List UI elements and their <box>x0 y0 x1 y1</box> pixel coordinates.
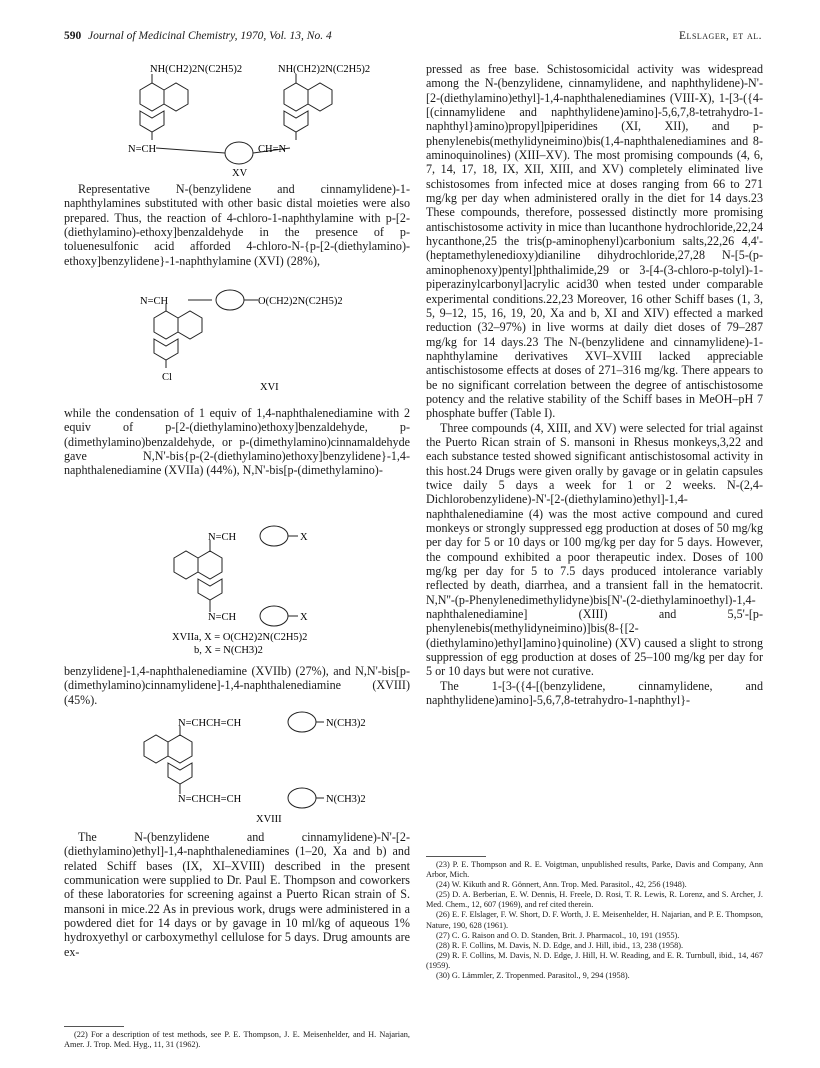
xvii-top-link: N=CH <box>208 532 237 543</box>
footnote-27: (27) C. G. Raison and O. D. Standen, Brit. J. Pharmacol., 10, 191 (1955). <box>436 930 680 940</box>
left-text-p2: while the condensation of 1 equiv of 1,4-naphthalenediamine with 2 equiv of p-[2-(diethylamino)ethoxy]benzaldehyde, p-(dimethylamino)benzaldehyde, or p-(dimethylamino)cinnamaldehyde gave N,N'-bis{p-(2-(diethylamino)ethoxy]benzylidene}-1,4-naphthalenediamine (XVIIa) (44%), N,N'-bis[p-(dimethylamino)- <box>64 406 410 478</box>
footnote-22: (22) For a description of test methods, see P. E. Thompson, J. E. Meisenhelder, and H. Najarian, Amer. J. Trop. Med. Hyg., 11, 31 (1962). <box>64 1030 410 1050</box>
xvii-label-b: b, X = N(CH3)2 <box>194 645 263 656</box>
xvi-tail: O(CH2)2N(C2H5)2 <box>258 296 343 307</box>
xviii-top-chain: N=CHCH=CH <box>178 718 242 729</box>
right-footnote-rule <box>426 856 486 857</box>
page-number: 590 <box>64 30 82 42</box>
right-text-p3: The 1-[3-({4-[(benzylidene, cinnamylidene, and naphthylidene)amino]-5,6,7,8-tetrahydro-1-naphthyl}- <box>426 678 763 708</box>
xvii-x-bottom: X <box>300 612 308 623</box>
right-column-text <box>426 62 763 707</box>
left-text-p3: benzylidene]-1,4-naphthalenediamine (XVIIb) (27%), and N,N'-bis[p-(dimethylamino)cinnamylidene]-1,4-naphthalenediamine (XVIII) (45%). <box>64 664 410 707</box>
right-text-p2: Three compounds (4, XIII, and XV) were selected for trial against the Puerto Rican strain of S. mansoni in Rhesus monkeys,3,22 and each substance tested showed significant antischistosomal activity in this host.24 Drugs were given orally by gavage or in gelatin capsules twice daily 5 days a week for 1 or 2 weeks. N-(2,4-Dichlorobenzylidene)-N'-[2-(diethylamino)ethyl]-1,4-naphthalenediamine (4) was the most active compound and cured monkeys or strongly suppressed egg production at doses of 50 mg/kg per day for 5 or 10 days or 100 mg/kg per day for 5 days. However, the compound exhibited a poor therapeutic index. Doses of 100 mg/kg per day for 5 to 7.5 days produced intolerance variably reflected by death, diarrhea, and a transient fall in the hematocrit. N,N''-(p-Phenylenedimethylidyne)bis[N'-(2-diethylaminoethyl)-1,4-naphthalenediamine] (XIII) and 5,5'-[p-phenylenebis(methylidyneimino)]bis(8-{[2-(diethylamino)ethyl]amino}quinoline) (XV) caused a slight to strong suppression of egg production at doses of 25–100 mg/kg per day for 5 or 10 days but were not curative. <box>426 420 763 679</box>
footnote-24: (24) W. Kikuth and R. Gönnert, Ann. Trop. Med. Parasitol., 42, 256 (1948). <box>436 880 687 890</box>
xviii-bottom-chain: N=CHCH=CH <box>178 794 242 805</box>
left-paragraph-2 <box>64 406 410 478</box>
structure-xv <box>120 62 380 180</box>
footnote-28: (28) R. F. Collins, M. Davis, N. D. Edge, and J. Hill, ibid., 13, 238 (1958). <box>436 940 684 950</box>
xv-label: XV <box>232 168 248 179</box>
xviii-label: XVIII <box>256 814 282 825</box>
left-text-p4: The N-(benzylidene and cinnamylidene)-N'-[2-(diethylamino)ethyl]-1,4-naphthalenediamines (1–20, Xa and b) and related Schiff bases (IX, XI–XVIII) described in the present communication were supplied to Dr. Paul E. Thompson and coworkers of these laboratories for screening against a Puerto Rican strain of S. mansoni in mice.22 As in previous work, drugs were administered in a powdered diet for 14 days or by gavage in 10 ml/kg of aqueous 1% hydroxyethyl or carboxymethyl cellulose for 5 days. Drug amounts are ex- <box>64 830 410 959</box>
xvii-x-top: X <box>300 532 308 543</box>
journal-citation: Journal of Medicinal Chemistry, 1970, Vol. 13, No. 4 <box>88 30 332 42</box>
left-text-p1: Representative N-(benzylidene and cinnamylidene)-1-naphthylamines substituted with other basic distal moieties were also prepared. Thus, the reaction of 4-chloro-1-naphthylamine with p-[2-(diethylamino)-ethoxy]benzaldehyde in the presence of p-toluenesulfonic acid afforded 4-chloro-N-{p-[2-(diethylamino)-ethoxy]benzylidene}-1-naphthylamine (XVI) (28%), <box>64 182 410 268</box>
xv-right-link: CH=N <box>258 144 287 155</box>
left-paragraph-3 <box>64 664 410 707</box>
footnote-23: (23) P. E. Thompson and R. E. Voigtman, unpublished results, Parke, Davis and Company, Ann Arbor, Mich. <box>426 860 763 880</box>
xvi-label: XVI <box>260 382 279 393</box>
xv-left-substituent: NH(CH2)2N(C2H5)2 <box>150 64 243 75</box>
left-footnote-rule <box>64 1026 124 1027</box>
footnote-29: (29) R. F. Collins, M. Davis, N. D. Edge, J. Hill, H. W. Reading, and E. R. Turnbull, ibid., 14, 467 (1959). <box>426 950 763 970</box>
right-text-p1: pressed as free base. Schistosomicidal activity was widespread among the N-(benzylidene, cinnamylidene, and naphthylidene)-N'-[2-(diethylamino)ethyl]-1,4-naphthalenediamines (VIII-X), 1-[3-({4-[(cinnamylidene and naphthylidene)amino]-5,6,7,8-tetrahydro-1-naphthyl}amino)propyl]piperidines (XI, XII), and p-phenylenebis(methylidyneimino)bis(1,4-naphthalenediamines and 8-aminoquinolines) (XIII–XV). The most promising compounds (4, 6, 7, 14, 17, 18, IX, XII, XIII, and XV) completely eliminated live schistosomes from infected mice at doses ranging from 66 to 271 mg/kg per day when administered orally in the diet for 14 days.23 These compounds, therefore, possessed distinctly more promising antischistosome activity in mice than lucanthone hydrochloride,22,24 hycanthone,25 the tris(p-aminophenyl)carbonium salts,22,26 4,4'-(heptamethylenedioxy)dianiline dihydrochloride,27,28 N-[5-(p-aminophenoxy)pentyl]phthalimide,29 or 3-[4-(3-chloro-p-tolyl)-1-piperazinylcarbonyl]acrylic acid30 when tested under comparable experimental conditions.22,23 Moreover, 16 other Schiff bases (1, 3, 5, 9–12, 15, 16, 19, 20, Xa and b, XI and XIV) effected a marked reduction (32–97%) in live worms at daily diet doses of 79–287 mg/kg for 14 days.23 The N-(benzylidene and cinnamylidene)-1-naphthylamine derivatives XVI–XVIII lacked appreciable antischistosome effects at doses of 271–316 mg/kg. There appears to be no significant correlation between the degree of antischistosome potency and the relative stability of the Schiff bases in MeOH–pH 7 phosphate buffer (Table I). <box>426 62 763 421</box>
structure-xviii <box>146 706 416 826</box>
xv-right-substituent: NH(CH2)2N(C2H5)2 <box>278 64 371 75</box>
structure-xvi <box>140 294 400 394</box>
right-footnotes <box>426 860 763 981</box>
xvii-bottom-link: N=CH <box>208 612 237 623</box>
xviii-bottom-tail: N(CH3)2 <box>326 794 366 805</box>
left-footnotes <box>64 1030 410 1050</box>
footnote-30: (30) G. Lämmler, Z. Tropenmed. Parasitol., 9, 294 (1958). <box>436 971 630 981</box>
left-paragraph-1 <box>64 182 410 268</box>
xv-left-link: N=CH <box>128 144 157 155</box>
footnote-26: (26) E. F. Elslager, F. W. Short, D. F. Worth, J. E. Meisenhelder, H. Najarian, and P. E. Thompson, Nature, 190, 628 (1961). <box>426 910 763 930</box>
xvii-label-a: XVIIa, X = O(CH2)2N(C2H5)2 <box>172 632 308 643</box>
xvi-chloro: Cl <box>162 372 172 383</box>
structure-xvii <box>168 520 388 660</box>
left-paragraph-4 <box>64 830 410 959</box>
xvi-chain: N=CH <box>140 296 169 307</box>
running-header <box>64 30 762 46</box>
xviii-top-tail: N(CH3)2 <box>326 718 366 729</box>
author-running-head: Elslager, et al. <box>679 30 762 42</box>
footnote-25: (25) D. A. Berberian, E. W. Dennis, H. Freele, D. Rosi, T. R. Lewis, R. Lorenz, and S. Archer, J. Med. Chem., 12, 607 (1969), and ref cited therein. <box>426 890 763 910</box>
